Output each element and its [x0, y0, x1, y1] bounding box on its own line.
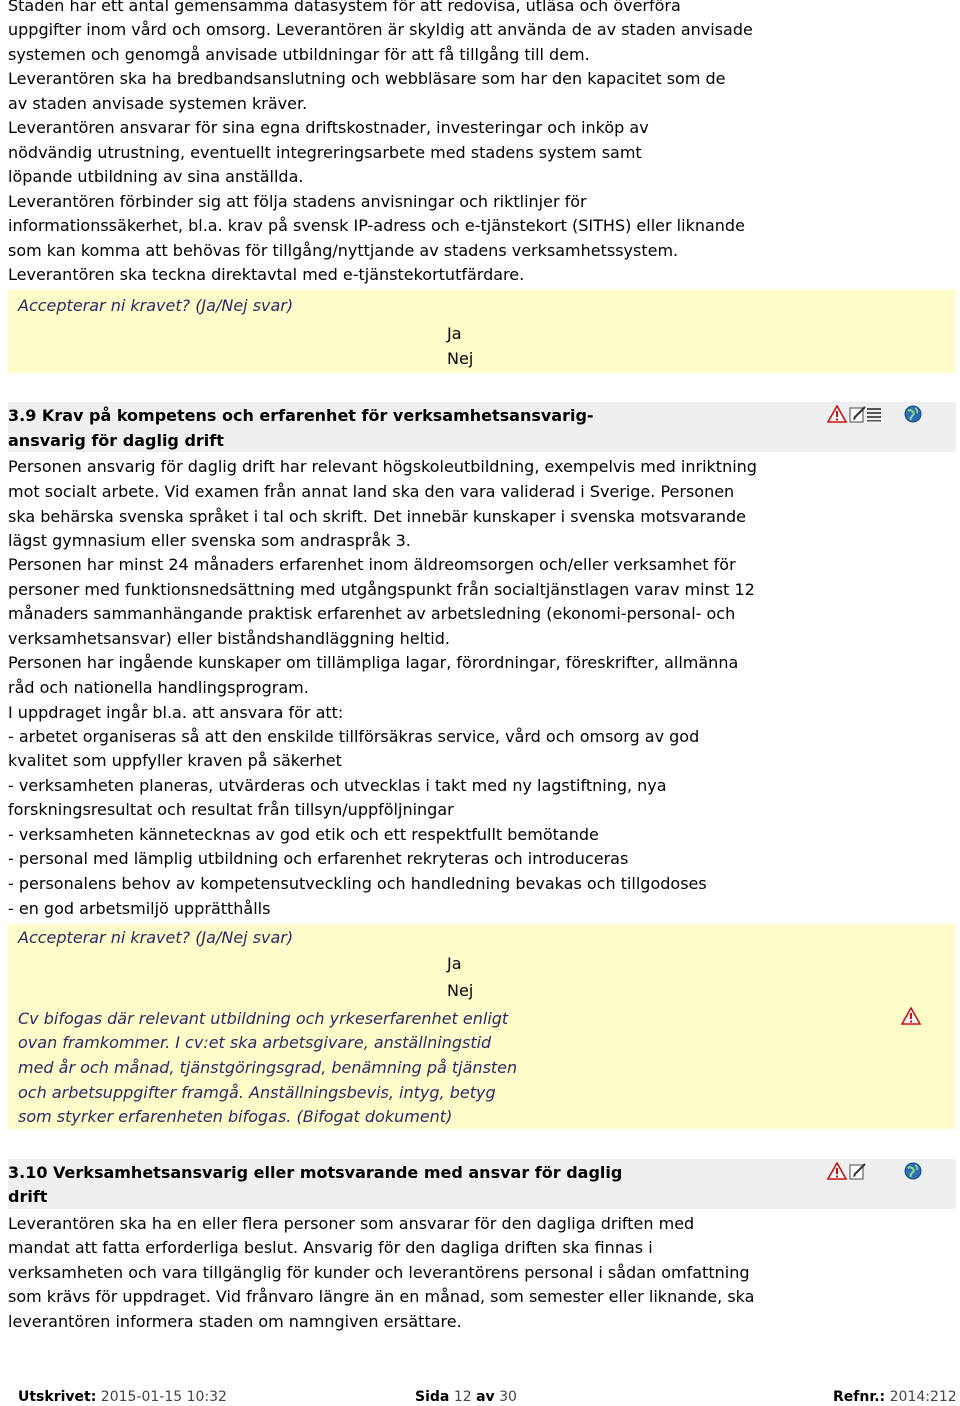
body-text-line: verksamheten och vara tillgänglig för kunder och leverantörens personal i sådan omfattning — [8, 1263, 750, 1282]
warning-icon[interactable] — [827, 405, 847, 423]
footer-ref-value: 2014:212 — [889, 1389, 957, 1405]
footer-ref — [833, 1389, 957, 1405]
body-text-line: leverantören informera staden om namngiven ersättare. — [8, 1312, 462, 1331]
footer-printed — [18, 1389, 227, 1405]
body-text-line: nödvändig utrustning, eventuellt integreringsarbete med stadens system samt — [8, 143, 642, 162]
body-text-line: Staden har ett antal gemensamma datasystem för att redovisa, utläsa och överföra — [8, 0, 681, 15]
body-text-line: Personen har minst 24 månaders erfarenhet inom äldreomsorgen och/eller verksamhet för — [8, 555, 736, 574]
body-text-line: forskningsresultat och resultat från tillsyn/uppföljningar — [8, 800, 454, 819]
list-icon[interactable] — [866, 406, 882, 422]
footer-page-total: 30 — [499, 1389, 517, 1405]
body-text-line: - arbetet organiseras så att den enskilde tillförsäkras service, vård och omsorg av god — [8, 727, 700, 746]
warning-icon[interactable] — [827, 1162, 847, 1180]
section-heading: ansvarig för daglig drift — [8, 431, 224, 450]
body-text-line: mot socialt arbete. Vid examen från annat land ska den vara validerad i Sverige. Personen — [8, 482, 735, 501]
footer-page — [415, 1389, 517, 1405]
body-text-line: - personal med lämplig utbildning och erfarenhet rekryteras och introduceras — [8, 849, 629, 868]
body-text-line: I uppdraget ingår bl.a. att ansvara för att: — [8, 703, 344, 722]
body-text-line: löpande utbildning av sina anställda. — [8, 167, 304, 186]
footer-ref-label: Refnr.: — [833, 1389, 886, 1405]
edit-icon[interactable] — [849, 405, 867, 423]
cv-instruction-line: som styrker erfarenheten bifogas. (Bifogat dokument) — [18, 1107, 453, 1126]
body-text-line: personer med funktionsnedsättning med utgångspunkt från socialtjänstlagen varav minst 12 — [8, 580, 755, 599]
body-text-line: lägst gymnasium eller svenska som andraspråk 3. — [8, 531, 411, 550]
body-text-line: råd och nationella handlingsprogram. — [8, 678, 309, 697]
footer-page-number: 12 — [453, 1389, 472, 1405]
body-text-line: som kan komma att behövas för tillgång/nyttjande av stadens verksamhetssystem. — [8, 241, 679, 260]
answer-question: Accepterar ni kravet? (Ja/Nej svar) — [18, 296, 294, 315]
answer-question: Accepterar ni kravet? (Ja/Nej svar) — [18, 928, 294, 947]
cv-instruction-line: Cv bifogas där relevant utbildning och yrkeserfarenhet enligt — [18, 1009, 509, 1028]
body-text-line: informationssäkerhet, bl.a. krav på svensk IP-adress och e-tjänstekort (SITHS) eller liknande — [8, 216, 745, 235]
body-text-line: - personalens behov av kompetensutveckling och handledning bevakas och tillgodoses — [8, 874, 707, 893]
section-heading: 3.10 Verksamhetsansvarig eller motsvarande med ansvar för daglig — [8, 1163, 623, 1182]
body-text-line: Personen ansvarig för daglig drift har relevant högskoleutbildning, exempelvis med inriktning — [8, 457, 757, 476]
answer-1-option-no-visible[interactable]: Nej — [447, 349, 474, 368]
body-text-line: verksamhetsansvar) eller biståndshandläggning heltid. — [8, 629, 450, 648]
answer-1-option-yes-visible[interactable]: Ja — [447, 324, 462, 343]
body-text-line: Leverantören ska ha bredbandsanslutning och webbläsare som har den kapacitet som de — [8, 69, 726, 88]
answer-2-option-no[interactable]: Nej — [447, 981, 474, 1000]
body-text-line: - verksamheten kännetecknas av god etik och ett respektfullt bemötande — [8, 825, 599, 844]
body-text-line: mandat att fatta erforderliga beslut. Ansvarig för den dagliga driften ska finnas i — [8, 1238, 653, 1257]
body-text-line: Leverantören ansvarar för sina egna driftskostnader, investeringar och inköp av — [8, 118, 649, 137]
body-text-line: Leverantören förbinder sig att följa stadens anvisningar och riktlinjer för — [8, 192, 587, 211]
cv-instruction-line: ovan framkommer. I cv:et ska arbetsgivare, anställningstid — [18, 1033, 492, 1052]
cv-instruction-line: med år och månad, tjänstgöringsgrad, benämning på tjänsten — [18, 1058, 518, 1077]
body-text-line: uppgifter inom vård och omsorg. Leverantören är skyldig att använda de av staden anvisade — [8, 20, 753, 39]
cv-instruction-line: och arbetsuppgifter framgå. Anställningsbevis, intyg, betyg — [18, 1083, 496, 1102]
body-text-line: systemen och genomgå anvisade utbildningar för att få tillgång till dem. — [8, 45, 590, 64]
section-heading: drift — [8, 1187, 48, 1206]
body-text-line: Leverantören ska teckna direktavtal med e-tjänstekortutfärdare. — [8, 265, 525, 284]
footer-page-of: av — [476, 1389, 495, 1405]
globe-icon[interactable] — [904, 405, 922, 423]
body-text-line: Personen har ingående kunskaper om tillämpliga lagar, förordningar, föreskrifter, allmänna — [8, 653, 739, 672]
body-text-line: månaders sammanhängande praktisk erfarenhet av arbetsledning (ekonomi-personal- och — [8, 604, 736, 623]
body-text-line: Leverantören ska ha en eller flera personer som ansvarar för den dagliga driften med — [8, 1214, 695, 1233]
edit-icon[interactable] — [849, 1162, 867, 1180]
body-text-line: ska behärska svenska språket i tal och skrift. Det innebär kunskaper i svenska motsvarande — [8, 507, 746, 526]
body-text-line: - verksamheten planeras, utvärderas och utvecklas i takt med ny lagstiftning, nya — [8, 776, 667, 795]
footer-page-label: Sida — [415, 1389, 450, 1405]
warning-icon[interactable] — [901, 1007, 921, 1025]
globe-icon[interactable] — [904, 1162, 922, 1180]
footer-printed-value: 2015-01-15 10:32 — [100, 1389, 227, 1405]
footer-printed-label: Utskrivet: — [18, 1389, 97, 1405]
answer-2-option-yes[interactable]: Ja — [447, 954, 462, 973]
section-heading: 3.9 Krav på kompetens och erfarenhet för verksamhetsansvarig- — [8, 406, 594, 425]
body-text-line: av staden anvisade systemen kräver. — [8, 94, 308, 113]
body-text-line: som krävs för uppdraget. Vid frånvaro längre än en månad, som semester eller liknande, ska — [8, 1287, 755, 1306]
body-text-line: kvalitet som uppfyller kraven på säkerhet — [8, 751, 342, 770]
body-text-line: - en god arbetsmiljö upprätthålls — [8, 899, 271, 918]
